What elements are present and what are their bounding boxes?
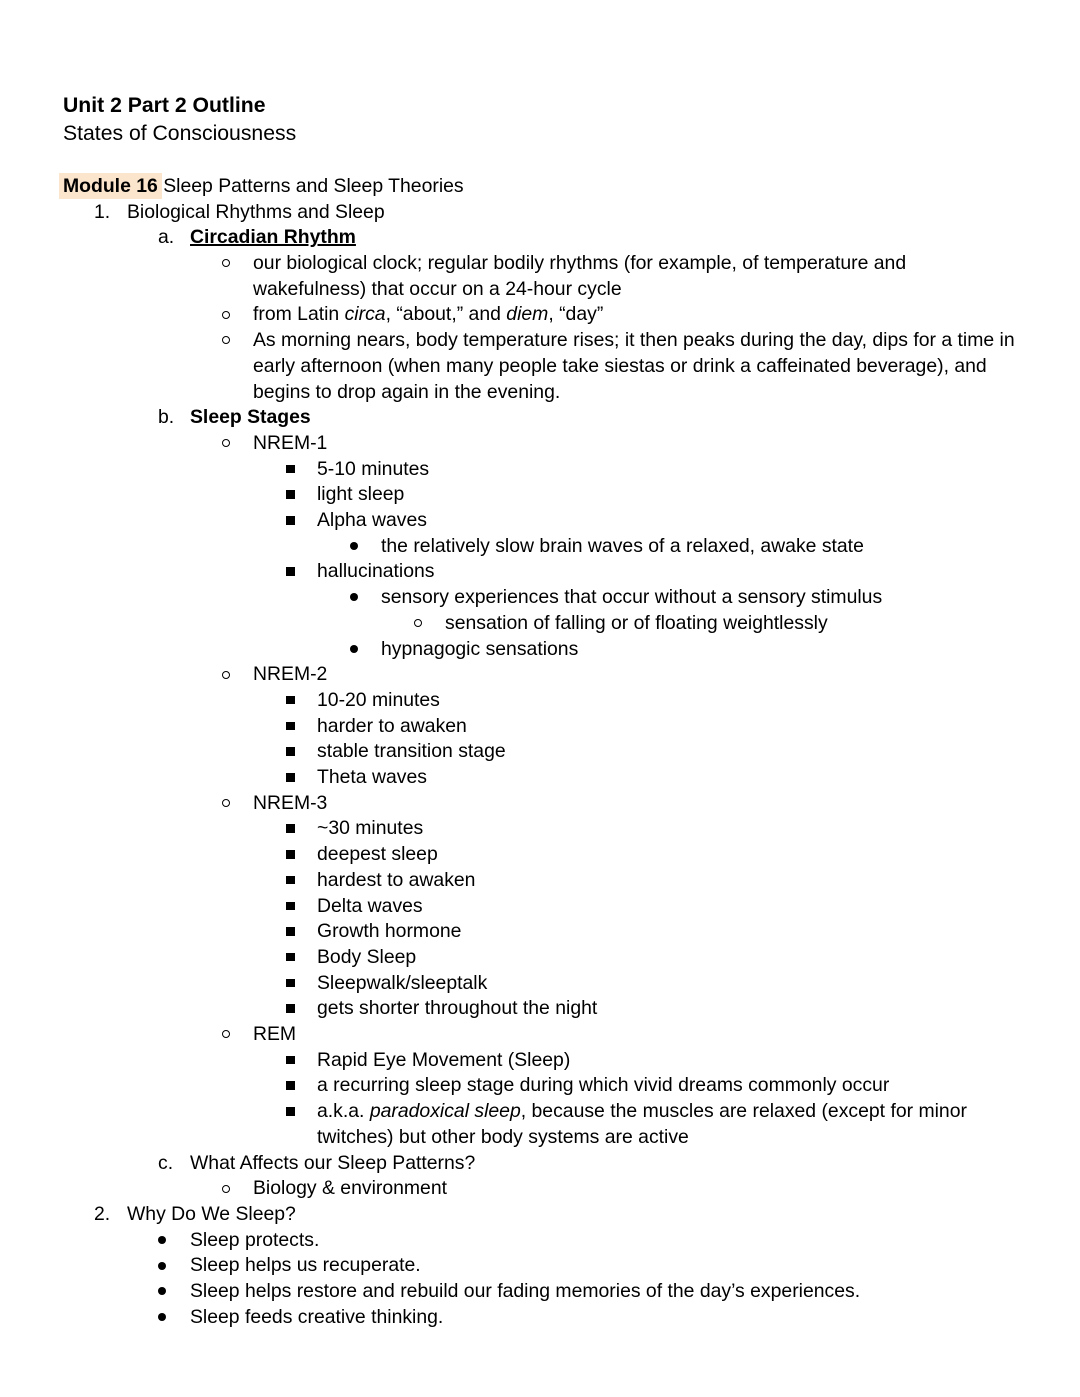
text-segment: from Latin [253, 303, 345, 326]
outline-item [63, 688, 1063, 714]
outline-item [63, 225, 1063, 251]
circle-bullet-icon [222, 311, 230, 319]
circle-bullet-icon [222, 439, 230, 447]
outline-item-text: harder to awaken [317, 714, 467, 737]
outline-item-text: 10-20 minutes [317, 688, 440, 711]
square-bullet-icon [286, 979, 295, 988]
square-bullet-icon [286, 1004, 295, 1013]
outline-item [63, 868, 1063, 894]
outline-item-text: our biological clock; regular bodily rhythms (for example, of temperature and wakefulness) that occur on a 24-hour cycle [253, 251, 907, 300]
outline-item [63, 1176, 1063, 1202]
outline-item [63, 508, 1063, 534]
circle-bullet-icon [222, 259, 230, 267]
outline-item [63, 714, 1063, 740]
outline-item [63, 842, 1063, 868]
outline-item [63, 405, 1063, 431]
square-bullet-icon [286, 902, 295, 911]
outline-item [63, 739, 1063, 765]
outline-item-text: Rapid Eye Movement (Sleep) [317, 1048, 571, 1071]
outline-item-text: Growth hormone [317, 920, 462, 943]
list-number-marker: 1. [94, 200, 111, 223]
module-heading [63, 174, 1063, 200]
outline-item-text: a recurring sleep stage during which vivid dreams commonly occur [317, 1074, 890, 1097]
outline-item-text: Circadian Rhythm [190, 226, 356, 249]
circle-bullet-icon [222, 671, 230, 679]
outline-item-text: Sleep helps restore and rebuild our fading memories of the day’s experiences. [190, 1280, 861, 1303]
outline-item [63, 1048, 1063, 1074]
blank-line [63, 148, 1063, 174]
square-bullet-icon [286, 824, 295, 833]
outline-item-text: gets shorter throughout the night [317, 997, 598, 1020]
outline-item [63, 894, 1063, 920]
circle-bullet-icon [414, 619, 422, 627]
square-bullet-icon [286, 1081, 295, 1090]
outline-item [63, 559, 1063, 585]
outline-item [63, 1022, 1063, 1048]
outline-item [63, 482, 1063, 508]
disc-bullet-icon [158, 1262, 166, 1270]
outline-item-text [253, 303, 603, 325]
outline-item [63, 1099, 1017, 1150]
outline-item-text: light sleep [317, 483, 405, 506]
outline-item [63, 945, 1063, 971]
outline-item [63, 431, 1063, 457]
outline-item-text: Alpha waves [317, 509, 427, 532]
outline-item [63, 765, 1063, 791]
square-bullet-icon [286, 1107, 295, 1116]
square-bullet-icon [286, 1056, 295, 1065]
square-bullet-icon [286, 567, 295, 576]
outline-item-text [317, 1100, 967, 1148]
disc-bullet-icon [350, 645, 358, 653]
outline-item-text: Sleep Stages [190, 406, 311, 429]
circle-bullet-icon [222, 1030, 230, 1038]
outline-item [63, 1279, 1063, 1305]
text-segment: , “day” [548, 303, 604, 326]
list-letter-marker: b. [158, 406, 175, 429]
module-number-highlight: Module 16 [59, 173, 162, 199]
outline-item-text: sensation of falling or of floating weightlessly [445, 611, 828, 634]
text-segment: , because the muscles are relaxed (except for minor twitches) but other body systems are active [317, 1100, 967, 1148]
outline-item-text: Sleepwalk/sleeptalk [317, 971, 488, 994]
outline-item-text: NREM-1 [253, 431, 328, 454]
outline-item-text: the relatively slow brain waves of a relaxed, awake state [381, 534, 864, 557]
outline-item [63, 302, 1063, 328]
square-bullet-icon [286, 696, 295, 705]
outline-item [63, 611, 1063, 637]
outline-item-text: Sleep helps us recuperate. [190, 1254, 421, 1277]
square-bullet-icon [286, 747, 295, 756]
outline-item [63, 534, 1063, 560]
outline-item-text: REM [253, 1023, 297, 1046]
outline-item-text: What Affects our Sleep Patterns? [190, 1151, 476, 1174]
outline-item-text: sensory experiences that occur without a sensory stimulus [381, 586, 883, 609]
outline-item-text: NREM-3 [253, 791, 328, 814]
square-bullet-icon [286, 876, 295, 885]
list-number-marker: 2. [94, 1203, 111, 1225]
outline-item [63, 1228, 1063, 1254]
outline [63, 200, 1063, 1331]
document-title: Unit 2 Part 2 Outline [63, 94, 266, 117]
outline-item [63, 919, 1063, 945]
outline-item-text: Body Sleep [317, 945, 417, 968]
disc-bullet-icon [158, 1236, 166, 1244]
disc-bullet-icon [350, 542, 358, 550]
disc-bullet-icon [158, 1287, 166, 1295]
outline-item-text: hallucinations [317, 560, 435, 583]
outline-item-text: ~30 minutes [317, 817, 424, 840]
italic-text-segment: circa [344, 303, 386, 326]
text-segment: a.k.a. [317, 1100, 370, 1123]
outline-item [63, 251, 993, 302]
outline-item-text: Biology & environment [253, 1177, 448, 1200]
outline-item [63, 816, 1063, 842]
square-bullet-icon [286, 953, 295, 962]
disc-bullet-icon [350, 593, 358, 601]
outline-item-text: 5-10 minutes [317, 457, 430, 480]
square-bullet-icon [286, 490, 295, 499]
outline-item-text: NREM-2 [253, 663, 328, 686]
circle-bullet-icon [222, 799, 230, 807]
outline-item [63, 791, 1063, 817]
outline-item [63, 1202, 1063, 1228]
circle-bullet-icon [222, 336, 230, 344]
outline-item-text: hardest to awaken [317, 868, 476, 891]
text-segment: , “about,” and [385, 303, 507, 326]
list-letter-marker: a. [158, 226, 175, 249]
outline-item-text: As morning nears, body temperature rises; it then peaks during the day, dips for a time in early afternoon (when many people take siestas or drink a caffeinated beverage), and begins to drop again in the evening. [253, 329, 1015, 403]
list-letter-marker: c. [158, 1151, 174, 1174]
square-bullet-icon [286, 465, 295, 474]
italic-text-segment: paradoxical sleep [369, 1100, 521, 1123]
outline-item-text: stable transition stage [317, 740, 506, 763]
outline-item [63, 585, 1063, 611]
outline-item [63, 1253, 1063, 1279]
outline-item-text: Sleep protects. [190, 1228, 320, 1251]
outline-item [63, 1305, 1063, 1331]
outline-item-text: Biological Rhythms and Sleep [127, 200, 385, 223]
outline-item [63, 662, 1063, 688]
outline-item-text: deepest sleep [317, 843, 438, 866]
outline-item-text: hypnagogic sensations [381, 637, 579, 660]
outline-item-text: Why Do We Sleep? [127, 1203, 296, 1225]
italic-text-segment: diem [506, 303, 549, 326]
square-bullet-icon [286, 722, 295, 731]
square-bullet-icon [286, 927, 295, 936]
document-subtitle: States of Consciousness [63, 122, 297, 146]
circle-bullet-icon [222, 1185, 230, 1193]
outline-item [63, 1151, 1063, 1177]
outline-item [63, 971, 1063, 997]
outline-item-text: Delta waves [317, 894, 423, 917]
outline-item-text: Sleep feeds creative thinking. [190, 1305, 444, 1328]
square-bullet-icon [286, 773, 295, 782]
outline-item [63, 996, 1063, 1022]
outline-item [63, 328, 1033, 405]
disc-bullet-icon [158, 1313, 166, 1321]
module-heading-text: Sleep Patterns and Sleep Theories [157, 174, 464, 197]
outline-item [63, 457, 1063, 483]
outline-item [63, 637, 1063, 663]
square-bullet-icon [286, 850, 295, 859]
outline-item-text: Theta waves [317, 766, 427, 789]
document-content [63, 92, 1063, 1331]
outline-item [63, 1073, 1063, 1099]
outline-item [63, 200, 1063, 226]
square-bullet-icon [286, 516, 295, 525]
